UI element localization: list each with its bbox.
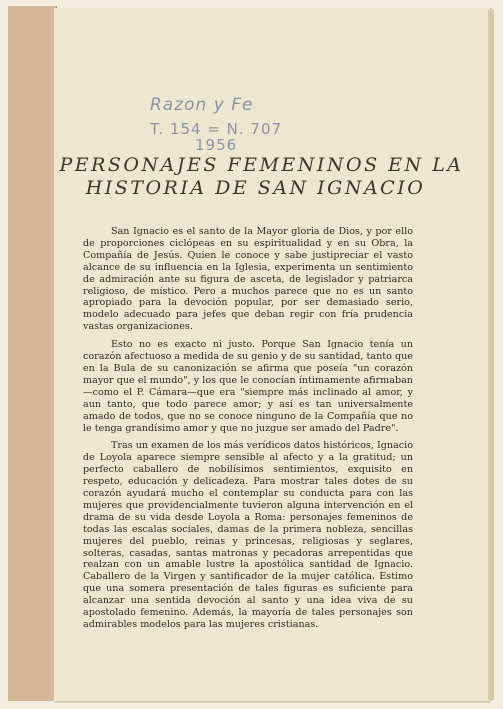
page-edge bbox=[488, 10, 494, 700]
paragraph-1: San Ignacio es el santo de la Mayor gloria de Dios, y por ello de proporciones ciclópeas en su espiritualidad y en su Obra, la Compañía de Jesús. Quien le conoce y sabe justipreciar el vasto alcance de su influencia en la Iglesia, experimenta un sentimiento de admiración ante su figura de asceta, de legislador y patriarca religioso, de místico. Pero a muchos parece que no es un santo apropiado para la devoción popular, por ser demasiado serio, modelo adecuado para jefes que deban regir con fría prudencia vastas organizaciones. bbox=[83, 226, 413, 333]
article-title-line-1: PERSONAJES FEMENINOS EN LA bbox=[59, 154, 464, 176]
paragraph-2: Esto no es exacto ni justo. Porque San Ignacio tenía un corazón afectuoso a medida de su genio y de su santidad, tanto que en la Bula de su canonización se afirma que poseía "un corazón mayor que el mundo", y los que le conocían íntimamente afirmaban—como el P. Cámara—que era "siempre más inclinado al amor, y aun tanto, que todo parece amor; y así es tan universalmente amado de todos, que no se conoce ninguno de la Compañía que no le tenga grandísimo amor y que no juzgue ser amado del Padre". bbox=[83, 339, 413, 434]
handwritten-volume-note: T. 154 = N. 707 bbox=[150, 120, 283, 138]
article-body bbox=[83, 226, 413, 637]
handwritten-source-note: Razon y Fe bbox=[150, 95, 254, 115]
handwritten-year-note: 1956 bbox=[195, 136, 238, 154]
article-title-line-2: HISTORIA DE SAN IGNACIO bbox=[85, 177, 426, 199]
book-binding-edge bbox=[8, 6, 57, 701]
paragraph-3: Tras un examen de los más verídicos datos históricos, Ignacio de Loyola aparece siempre sensible al afecto y a la gratitud; un perfecto caballero de nobilísimos sentimientos, exquisito en respeto, educación y delicadeza. Para mostrar tales dotes de su corazón ayudará mucho el contemplar su conducta para con las mujeres que providencialmente tuvieron alguna intervención en el drama de su vida desde Loyola a Roma: personajes femeninos de todas las escalas sociales, damas de la primera nobleza, sencillas mujeres del pueblo, reinas y princesas, religiosas y seglares, solteras, casadas, santas matronas y pecadoras arrepentidas que realzan con un amable lustre la apostólica santidad de Ignacio. Caballero de la Virgen y santificador de la mujer católica. Estimo que una somera presentación de tales figuras es suficiente para alcanzar una sentida devoción al santo y una idea viva de su apostolado femenino. Además, la mayoría de tales personajes son admirables modelos para las mujeres cristianas. bbox=[83, 440, 413, 630]
